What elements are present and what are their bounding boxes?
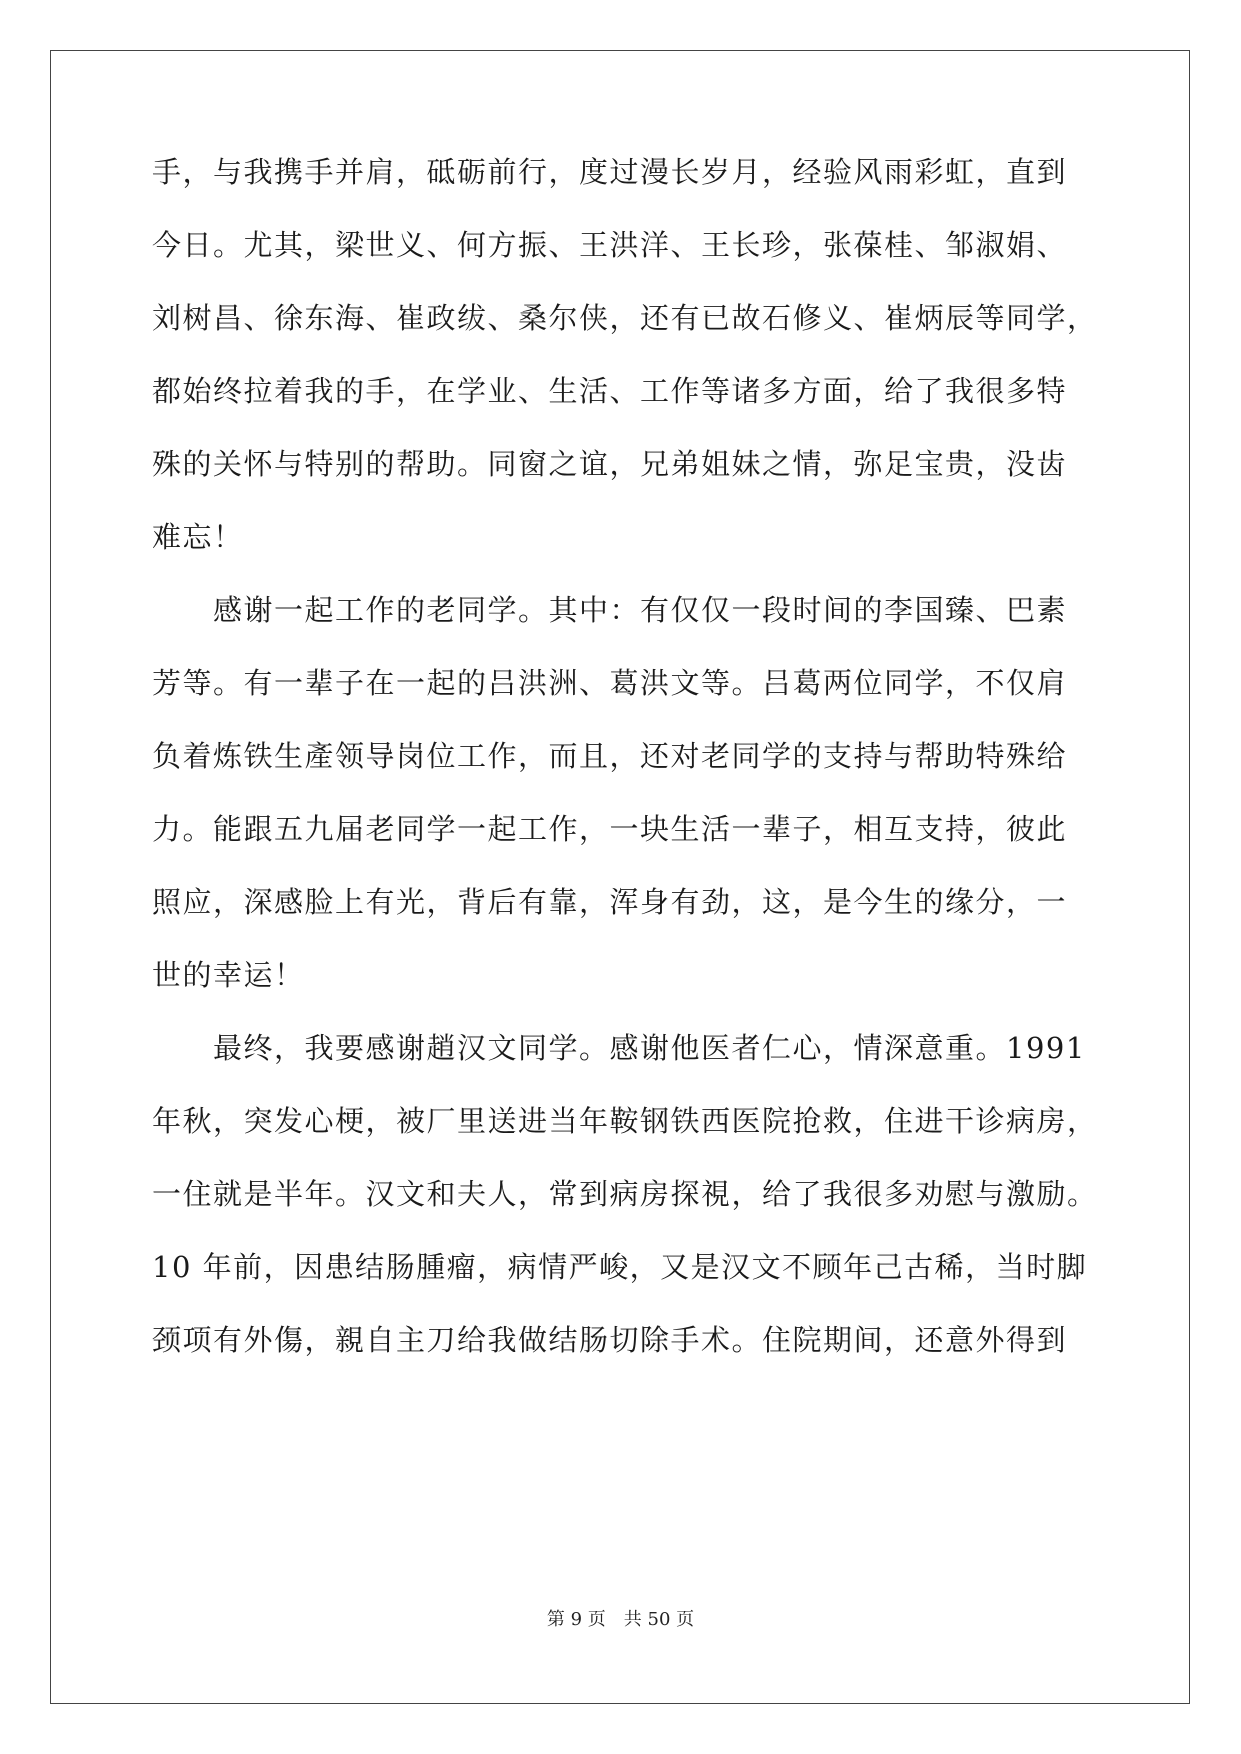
body-text-line: 负着炼铁生產领导岗位工作，而且，还对老同学的支持与帮助特殊给 (152, 739, 1068, 773)
page-number-footer: 第 9 页 共 50 页 (546, 1609, 695, 1630)
body-text-line: 芳等。有一辈子在一起的吕洪洲、葛洪文等。吕葛两位同学，不仅肩 (152, 666, 1068, 700)
body-text-line: 年秋，突发心梗，被厂里送进当年鞍钢铁西医院抢救，住进干诊病房， (152, 1104, 1098, 1138)
body-text-line: 难忘！ (152, 520, 244, 554)
body-text-line: 手，与我携手并肩，砥砺前行，度过漫长岁月，经验风雨彩虹，直到 (152, 155, 1068, 189)
body-text-line: 力。能跟五九届老同学一起工作，一块生活一辈子，相互支持，彼此 (152, 812, 1068, 846)
body-text-line: 殊的关怀与特别的帮助。同窗之谊，兄弟姐妹之情，弥足宝贵，没齿 (152, 447, 1068, 481)
body-text-line: 都始终拉着我的手，在学业、生活、工作等诸多方面，给了我很多特 (152, 374, 1068, 408)
body-text-line: 今日。尤其，梁世义、何方振、王洪洋、王长珍，张葆桂、邹淑娟、 (152, 228, 1068, 262)
body-text-line: 世的幸运！ (152, 958, 305, 992)
body-text-line: 颈项有外傷，親自主刀给我做结肠切除手术。住院期间，还意外得到 (152, 1323, 1068, 1357)
body-text-line: 照应，深感脸上有光，背后有靠，浑身有劲，这，是今生的缘分，一 (152, 885, 1068, 919)
body-text-line: 10 年前，因患结肠腫瘤，病情严峻，又是汉文不顾年己古稀，当时脚 (152, 1250, 1088, 1284)
body-text-line: 一住就是半年。汉文和夫人，常到病房探視，给了我很多劝慰与激励。 (152, 1177, 1098, 1211)
body-text-line: 感谢一起工作的老同学。其中：有仅仅一段时间的李国臻、巴素 (152, 593, 1068, 627)
body-text-line: 刘树昌、徐东海、崔政绂、桑尔侠，还有已故石修义、崔炳辰等同学， (152, 301, 1098, 335)
body-text-line: 最终，我要感谢趙汉文同学。感谢他医者仁心，情深意重。1991 (152, 1031, 1086, 1065)
